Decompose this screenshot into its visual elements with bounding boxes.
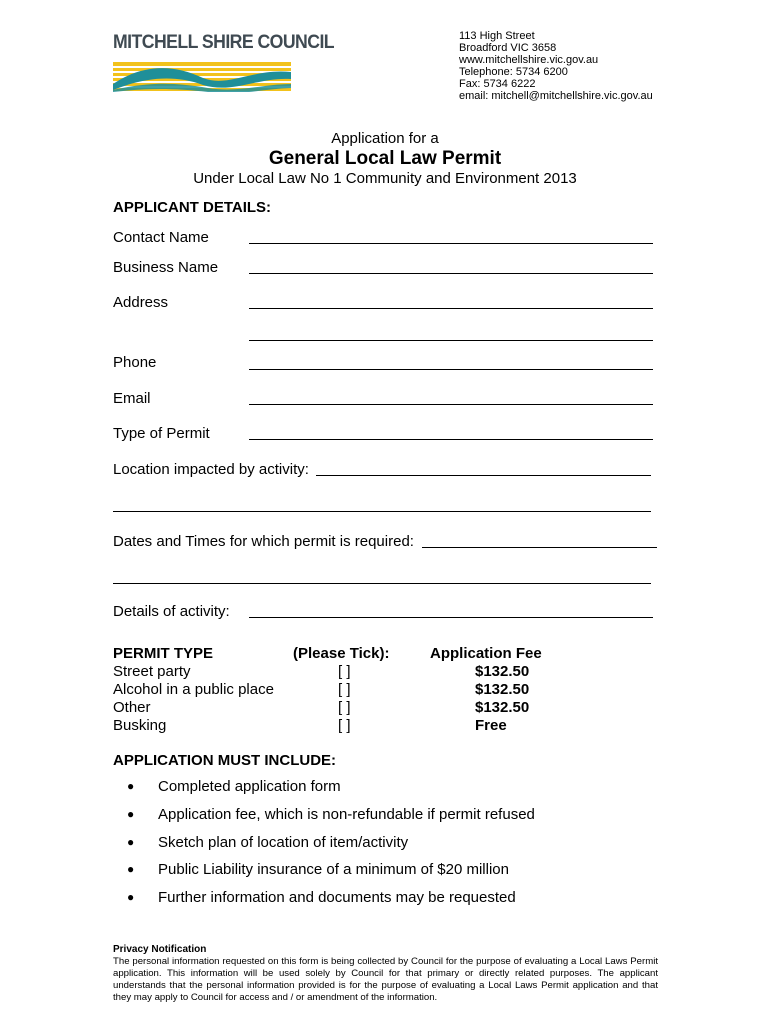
tick-box-other[interactable]: [ ] [338,699,351,716]
tick-box-alcohol[interactable]: [ ] [338,681,351,698]
address-website: www.mitchellshire.vic.gov.au [459,54,599,67]
tick-box-busking[interactable]: [ ] [338,717,351,734]
address-field-line-2[interactable] [249,340,653,341]
tick-header: (Please Tick): [293,645,390,662]
details-of-activity-field[interactable] [249,617,653,618]
list-item-text: Sketch plan of location of item/activity [158,834,409,851]
bullet-icon: ● [127,779,135,793]
list-item-text: Further information and documents may be requested [158,889,516,906]
council-logo [113,32,335,94]
council-address [459,30,653,103]
contact-name-label: Contact Name [113,229,209,246]
fee-busking: Free [475,717,507,734]
address-street: 113 High Street [459,30,535,42]
type-of-permit-field[interactable] [249,439,653,440]
logo-hills-graphic [113,58,291,92]
application-fee-column [430,645,542,735]
fee-street-party: $132.50 [475,663,530,680]
title-pre: Application for a [331,130,439,147]
list-item-text: Application fee, which is non-refundable if permit refused [158,806,535,823]
location-field-line-1[interactable] [316,475,651,476]
applicant-details-heading: APPLICANT DETAILS: [113,199,272,216]
privacy-heading: Privacy Notification [113,944,207,955]
permit-type-other: Other [113,699,151,716]
permit-type-street-party: Street party [113,663,191,680]
bullet-icon: ● [127,862,135,876]
tick-box-street-party[interactable]: [ ] [338,663,351,680]
address-fax: Fax: 5734 6222 [459,78,536,91]
privacy-text: The personal information requested on this form is being collected by Council for the purpose of evaluating a Local Laws Permit application. This information will be used solely by Council for that primary or directly related purposes. The applicant understands that the personal information provided is for the purpose of evaluating a Local Laws Permit application and that they may apply to Council for access and / or amendment of the information. [113,956,658,1003]
permit-type-alcohol: Alcohol in a public place [113,681,274,698]
bullet-icon: ● [127,807,135,821]
dates-times-field-line-1[interactable] [422,547,657,548]
list-item-text: Completed application form [158,778,341,795]
logo-text: MITCHELL SHIRE COUNCIL [113,32,335,53]
fee-other: $132.50 [475,699,530,716]
dates-times-label: Dates and Times for which permit is required: [113,533,414,550]
type-of-permit-label: Type of Permit [113,425,210,442]
page-subtitle: Under Local Law No 1 Community and Environment 2013 [193,170,577,187]
address-label: Address [113,294,169,311]
bullet-icon: ● [127,835,135,849]
details-of-activity-label: Details of activity: [113,603,230,620]
permit-type-busking: Busking [113,717,167,734]
address-email: email: mitchell@mitchellshire.vic.gov.au [459,90,653,103]
location-label: Location impacted by activity: [113,461,309,478]
email-field[interactable] [249,404,653,405]
phone-label: Phone [113,354,157,371]
email-label: Email [113,390,151,407]
list-item-text: Public Liability insurance of a minimum of $20 million [158,861,509,878]
permit-type-header: PERMIT TYPE [113,645,214,662]
permit-type-column [113,645,274,735]
phone-field[interactable] [249,369,653,370]
address-field-line-1[interactable] [249,308,653,309]
tick-column [293,645,393,735]
must-include-heading: APPLICATION MUST INCLUDE: [113,752,337,769]
location-field-line-2[interactable] [113,511,651,512]
application-fee-header: Application Fee [430,645,542,662]
bullet-icon: ● [127,890,135,904]
business-name-field[interactable] [249,273,653,274]
fee-alcohol: $132.50 [475,681,530,698]
address-telephone: Telephone: 5734 6200 [459,66,568,79]
page-title: General Local Law Permit [268,148,502,169]
business-name-label: Business Name [113,259,219,276]
dates-times-field-line-2[interactable] [113,583,651,584]
address-suburb: Broadford VIC 3658 [459,42,557,55]
contact-name-field[interactable] [249,243,653,244]
